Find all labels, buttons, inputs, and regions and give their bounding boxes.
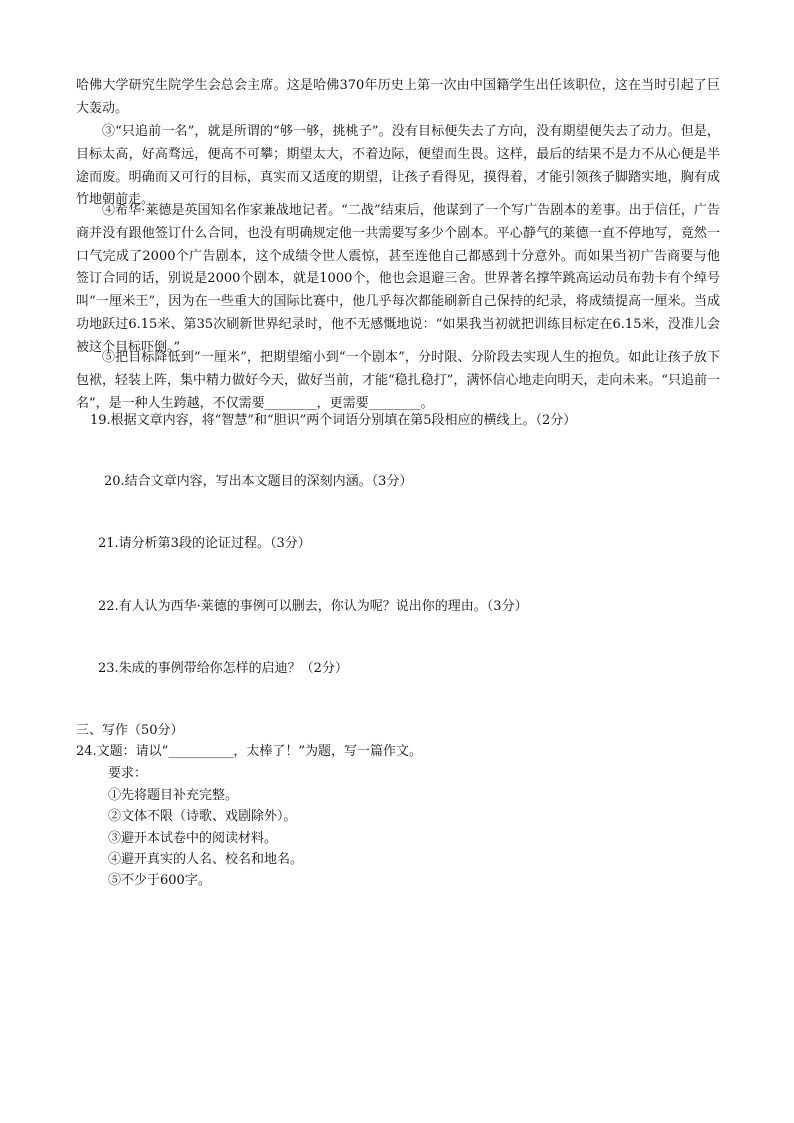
passage-paragraph-1: 哈佛大学研究生院学生会总会主席。这是哈佛370年历史上第一次由中国籍学生出任该职位，这在当时引起了巨大轰动。 bbox=[76, 78, 720, 116]
requirements-title: 要求： bbox=[108, 766, 148, 781]
passage-paragraph-4: ④希华·莱德是英国知名作家兼战地记者。“二战”结束后，他谋到了一个写广告剧本的差事。出于信任，广告商并没有跟他签订什么合同，也没有明确规定他一共需要写多少个剧本。平心静气的莱德一直不停地写，竟然一口气完成了2000个广告剧本，这个成绩令世人震惊，甚至连他自己都感到十分意外。而如果当初广告商要与他签订合同的话，别说是2000个剧本，就是1000个，他也会退避三舍。世界著名撑竿跳高运动员布勃卡有个绰号叫“一厘米王”，因为在一些重大的国际比赛中，他几乎每次都能刷新自己保持的纪录，将成绩提高一厘米。当成功地跃过6.15米、第35次刷新世界纪录时，他不无感慨地说：“如果我当初就把训练目标定在6.15米，没准儿会被这个目标吓倒。” bbox=[76, 203, 720, 355]
question-22: 22.有人认为西华·莱德的事例可以删去，你认为呢？说出你的理由。（3分） bbox=[98, 599, 528, 614]
question-23: 23.朱成的事例带给你怎样的启迪？（2分） bbox=[98, 661, 348, 676]
question-20: 20.结合文章内容，写出本文题目的深刻内涵。（3分） bbox=[104, 474, 413, 489]
passage-paragraph-5: ⑤把目标降低到“一厘米”，把期望缩小到“一个剧本”，分时限、分阶段去实现人生的抱负。如此让孩子放下包袱，轻装上阵，集中精力做好今天，做好当前，才能“稳扎稳打”，满怀信心地走向明天，走向未来。“只追前一名”，是一种人生跨越，不仅需要________，更需要________。 bbox=[76, 350, 720, 411]
requirement-item: ③避开本试卷中的阅读材料。 bbox=[108, 831, 278, 846]
requirement-item: ⑤不少于600字。 bbox=[108, 873, 211, 888]
requirement-item: ②文体不限（诗歌、戏剧除外）。 bbox=[108, 809, 297, 824]
question-21: 21.请分析第3段的论证过程。（3分） bbox=[98, 536, 311, 551]
question-19: 19.根据文章内容，将“智慧”和“胆识”两个词语分别填在第5段相应的横线上。（2分） bbox=[90, 413, 577, 428]
writing-section-title: 三、写作（50分） bbox=[76, 723, 184, 738]
writing-prompt: 24.文题：请以“__________，太棒了！”为题，写一篇作文。 bbox=[76, 744, 422, 759]
requirement-item: ④避开真实的人名、校名和地名。 bbox=[108, 852, 304, 867]
passage-paragraph-3: ③“只追前一名”，就是所谓的“够一够，挑桃子”。没有目标便失去了方向，没有期望便失去了动力。但是，目标太高，好高骛远，便高不可攀；期望太大，不着边际，便望而生畏。这样，最后的结果不是力不从心便是半途而废。明确而又可行的目标，真实而又适度的期望，让孩子看得见，摸得着，才能引领孩子脚踏实地，胸有成竹地朝前走。 bbox=[76, 124, 720, 208]
requirement-item: ①先将题目补充完整。 bbox=[108, 788, 239, 803]
